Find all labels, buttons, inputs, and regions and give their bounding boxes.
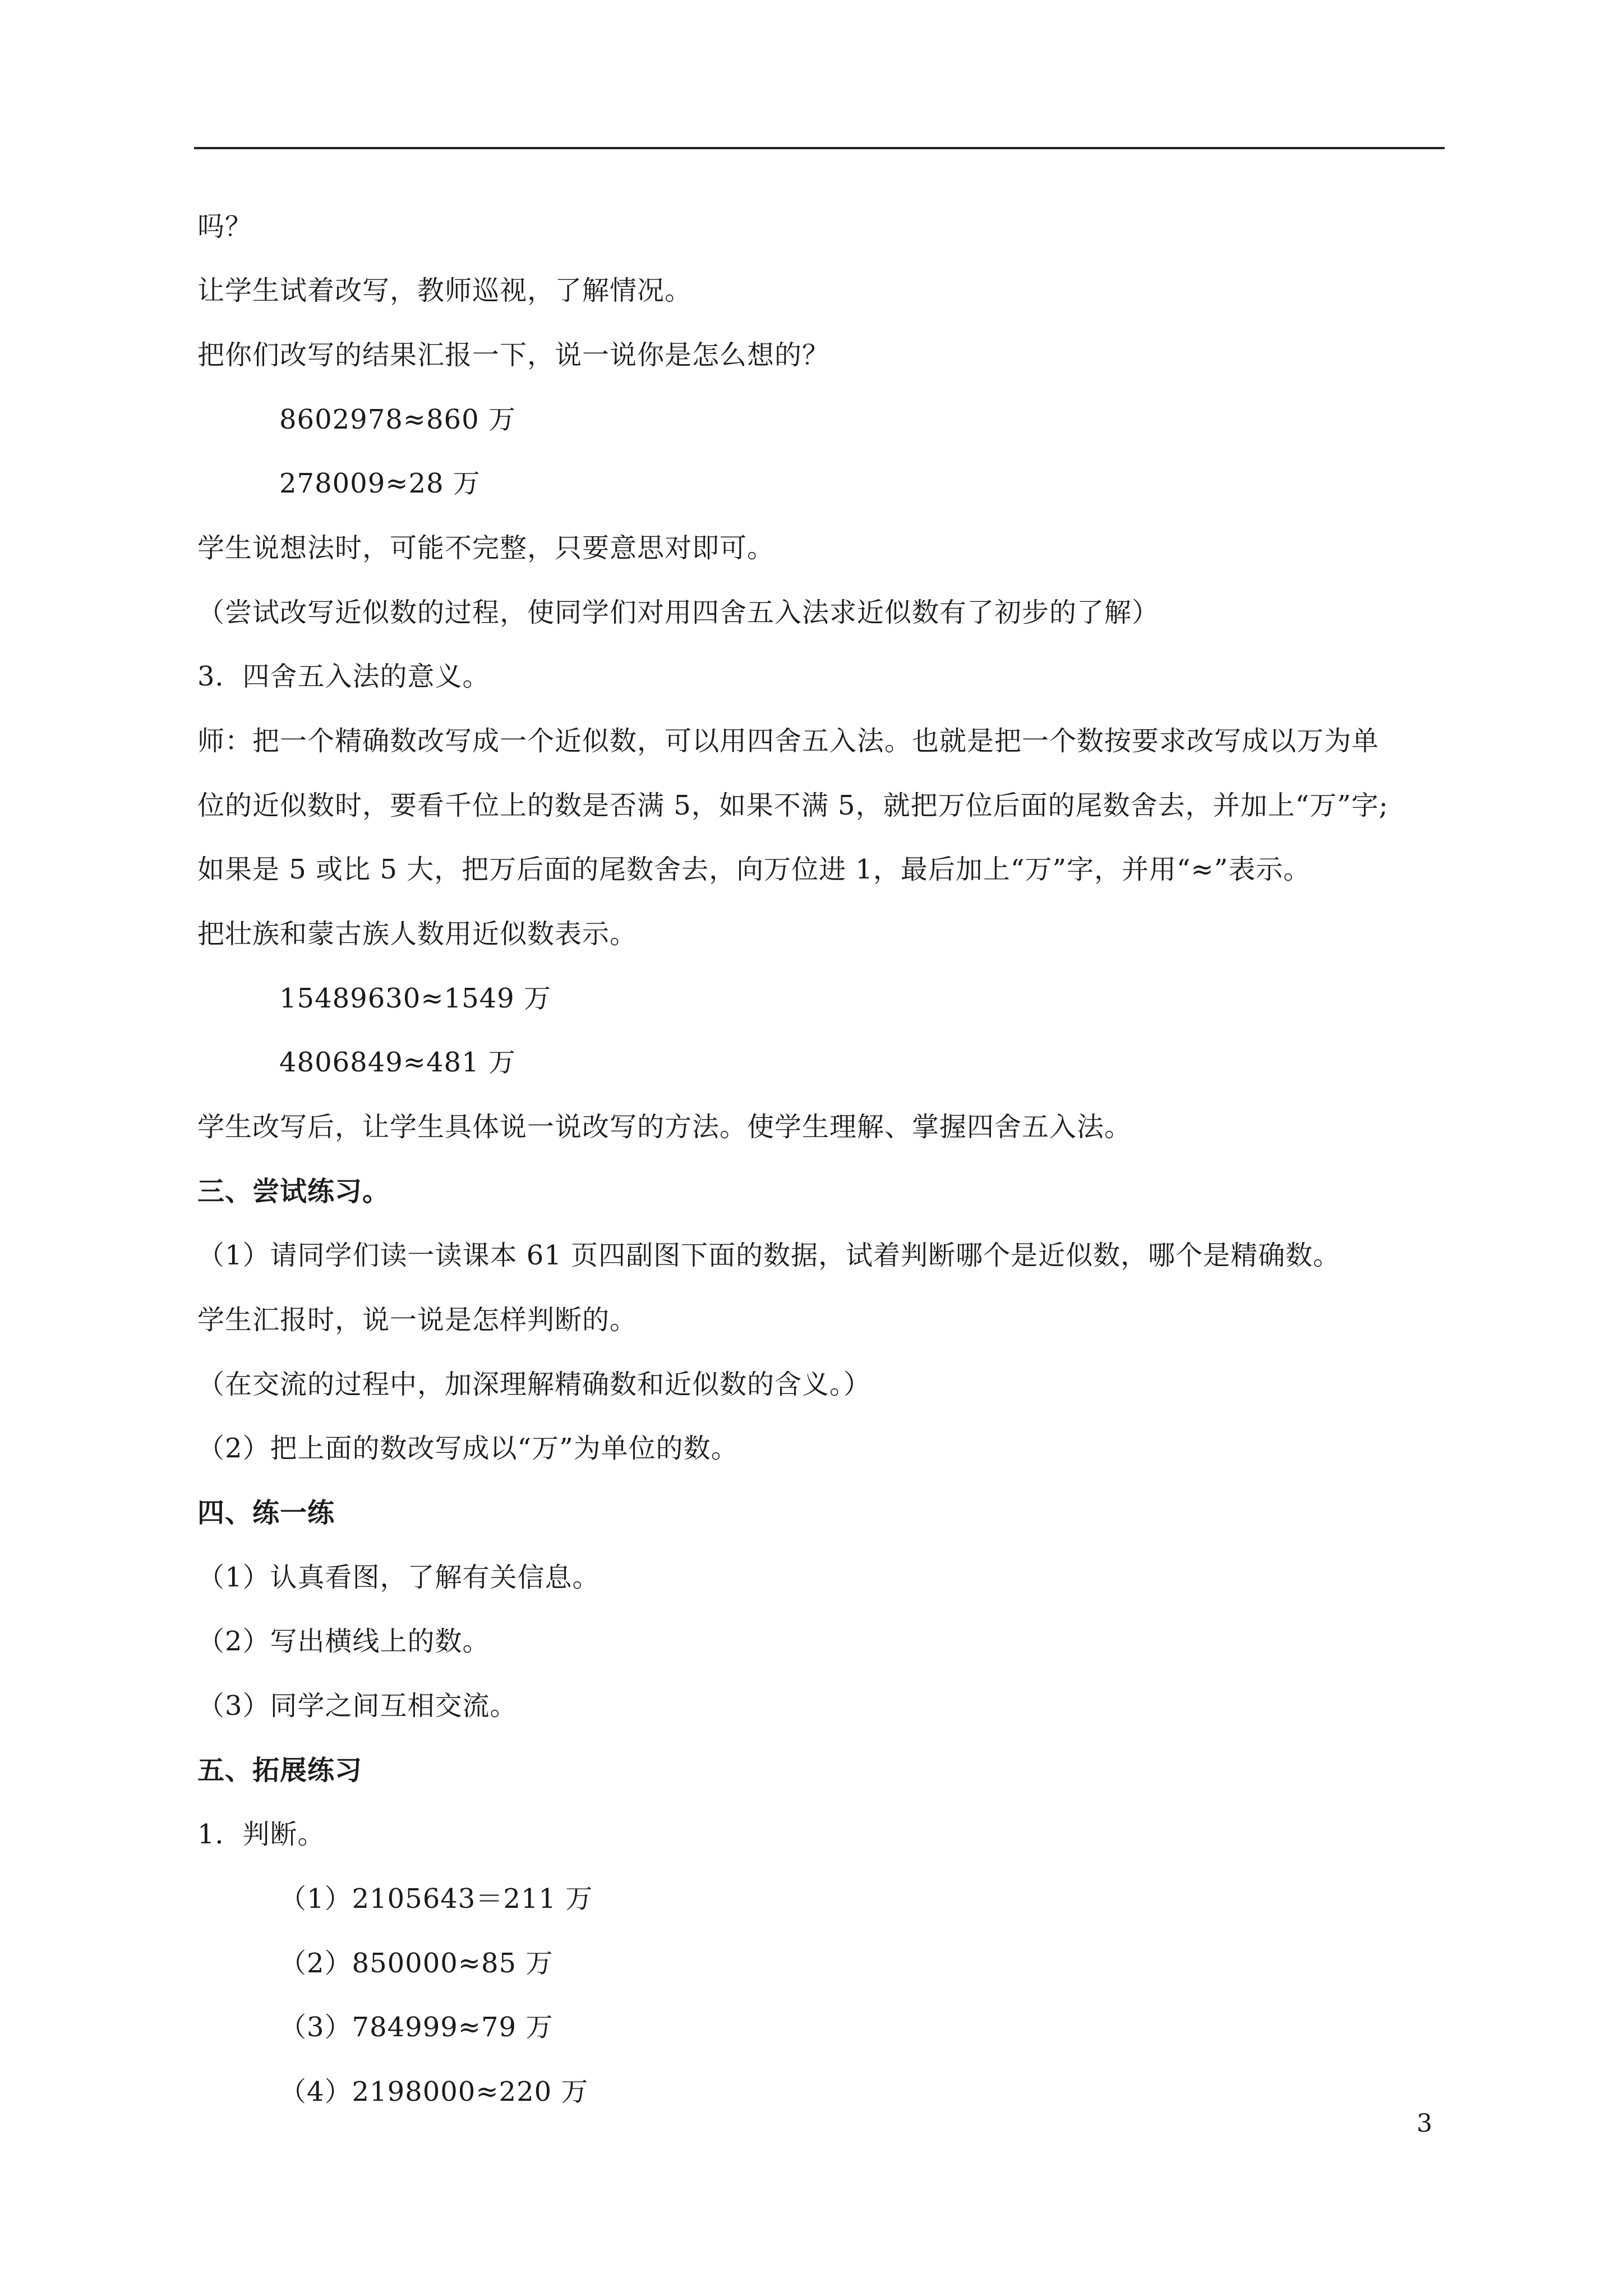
section-heading: 五、拓展练习 (197, 1755, 363, 1786)
text-line: 把壮族和蒙古族人数用近似数表示。 (197, 918, 638, 950)
equation-line: （2）850000≈85 万 (279, 1948, 554, 1979)
section-heading: 三、尝试练习。 (197, 1176, 390, 1207)
text-line: 学生汇报时，说一说是怎样判断的。 (197, 1304, 638, 1336)
equation-line: 8602978≈860 万 (279, 404, 516, 435)
equation-line: 4806849≈481 万 (279, 1047, 516, 1078)
text-line: 吗？ (197, 211, 253, 242)
text-line: （3）同学之间互相交流。 (197, 1690, 518, 1722)
text-line: （尝试改写近似数的过程，使同学们对用四舍五入法求近似数有了初步的了解） (197, 597, 1160, 628)
text-line: 学生说想法时，可能不完整，只要意思对即可。 (197, 532, 775, 564)
text-line: 让学生试着改写，教师巡视，了解情况。 (197, 275, 693, 306)
text-line: （在交流的过程中，加深理解精确数和近似数的含义。） (197, 1369, 872, 1400)
text-line: 师：把一个精确数改写成一个近似数，可以用四舍五入法。也就是把一个数按要求改写成以万为单 (197, 725, 1380, 757)
text-line: 学生改写后，让学生具体说一说改写的方法。使学生理解、掌握四舍五入法。 (197, 1111, 1132, 1143)
section-heading: 四、练一练 (197, 1497, 335, 1529)
equation-line: （4）2198000≈220 万 (279, 2076, 589, 2108)
equation-line: （3）784999≈79 万 (279, 2012, 554, 2043)
text-line: （2）写出横线上的数。 (197, 1626, 490, 1657)
text-line: （2）把上面的数改写成以“万”为单位的数。 (197, 1433, 739, 1464)
text-line: 位的近似数时，要看千位上的数是否满 5，如果不满 5，就把万位后面的尾数舍去，并加上“万”字; (197, 790, 1389, 821)
equation-line: 278009≈28 万 (279, 468, 481, 499)
equation-line: 15489630≈1549 万 (279, 983, 551, 1014)
equation-line: （1）2105643＝211 万 (279, 1883, 593, 1915)
text-line: 3．四舍五入法的意义。 (197, 661, 490, 692)
text-line: 把你们改写的结果汇报一下，说一说你是怎么想的？ (197, 339, 830, 371)
text-line: 1．判断。 (197, 1819, 325, 1850)
page-number: 3 (1417, 2109, 1432, 2138)
text-line: （1）请同学们读一读课本 61 页四副图下面的数据，试着判断哪个是近似数，哪个是精确数。 (197, 1240, 1341, 1271)
text-line: 如果是 5 或比 5 大，把万后面的尾数舍去，向万位进 1，最后加上“万”字，并用“≈”表示。 (197, 854, 1311, 885)
header-rule (194, 147, 1445, 149)
text-line: （1）认真看图，了解有关信息。 (197, 1562, 600, 1593)
